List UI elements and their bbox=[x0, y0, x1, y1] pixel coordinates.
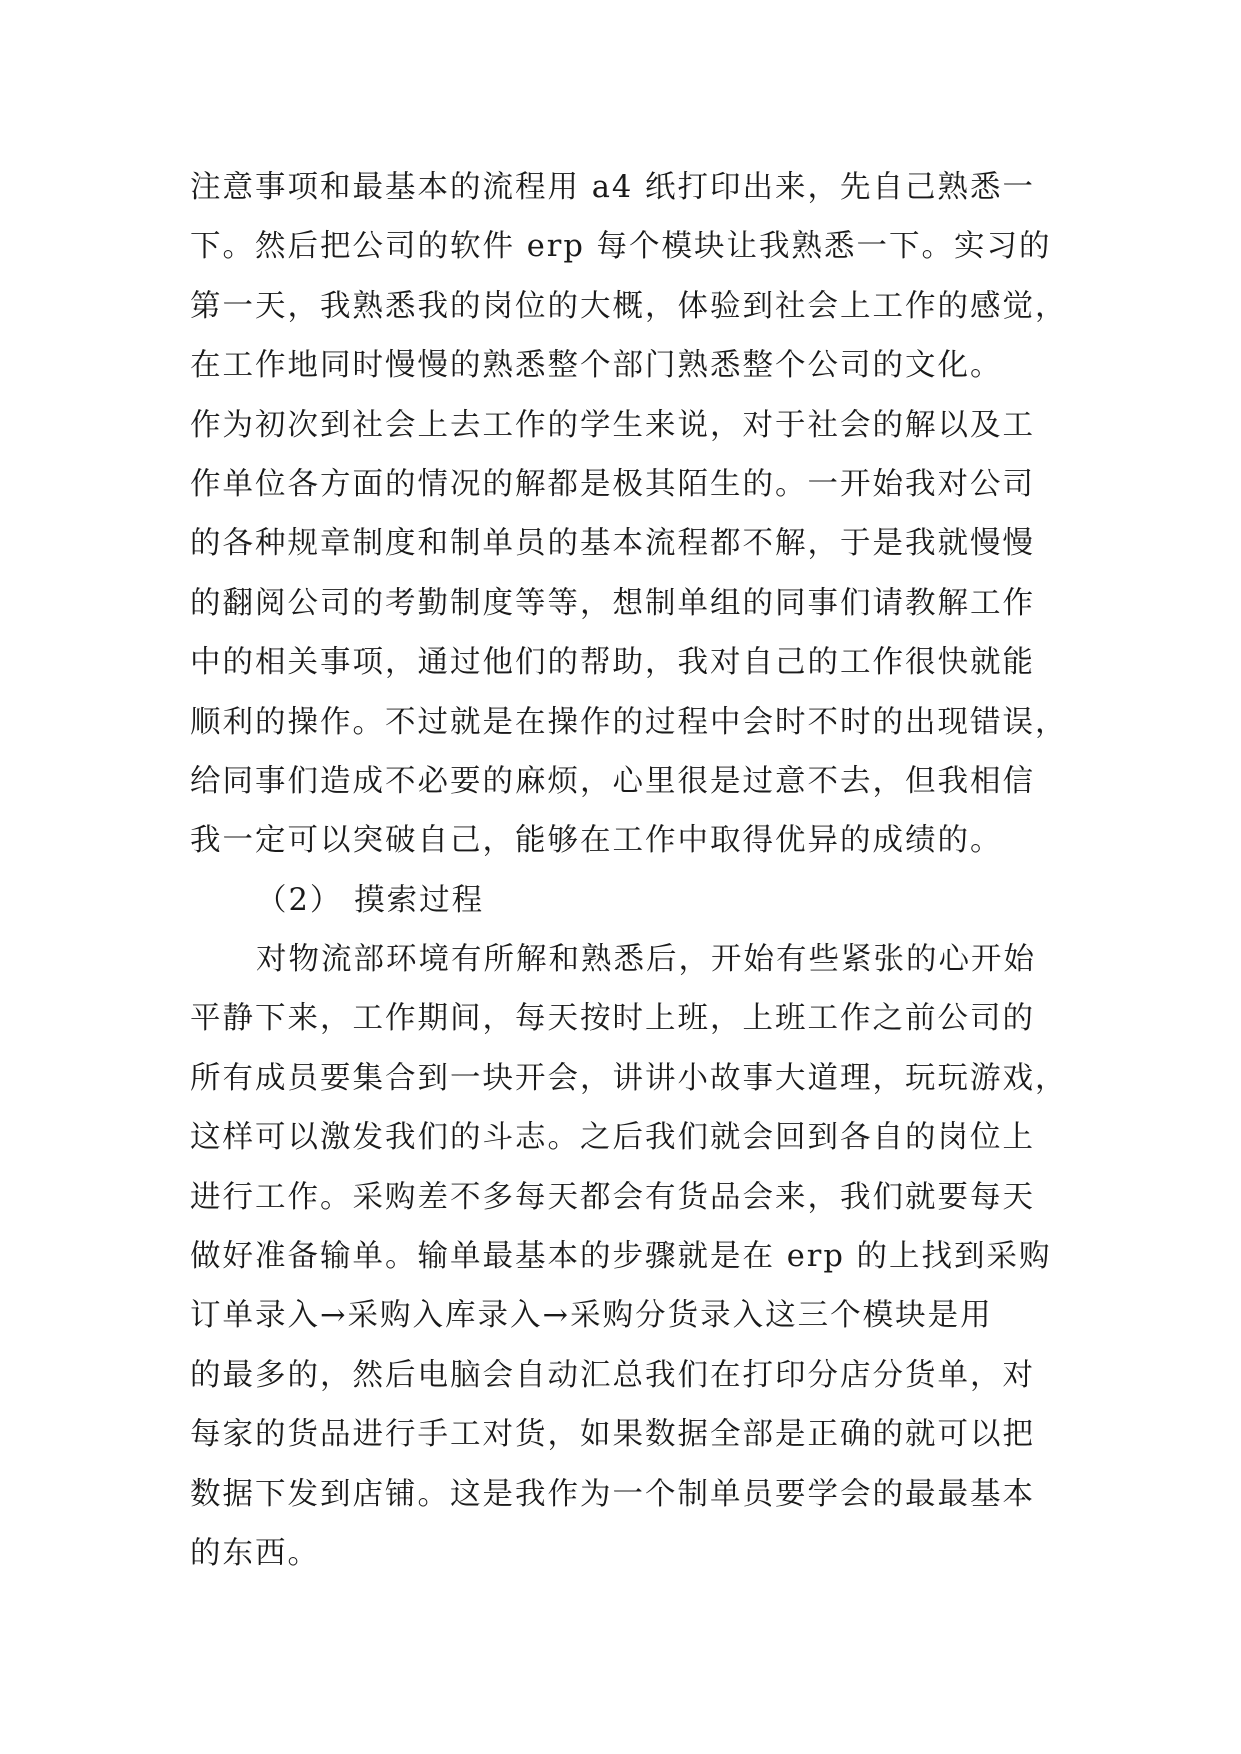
text-line: 的最多的，然后电脑会自动汇总我们在打印分店分货单，对 bbox=[190, 1357, 1035, 1393]
text-line: 中的相关事项，通过他们的帮助，我对自己的工作很快就能 bbox=[190, 645, 1035, 681]
text-line: 我一定可以突破自己，能够在工作中取得优异的成绩的。 bbox=[190, 823, 1003, 859]
text-line: 这样可以激发我们的斗志。之后我们就会回到各自的岗位上 bbox=[190, 1120, 1035, 1156]
text-line: 做好准备输单。输单最基本的步骤就是在 erp 的上找到采购 bbox=[190, 1239, 1052, 1275]
text-line: 数据下发到店铺。这是我作为一个制单员要学会的最最基本 bbox=[190, 1476, 1035, 1512]
text-line: 在工作地同时慢慢的熟悉整个部门熟悉整个公司的文化。 bbox=[190, 348, 1003, 384]
text-line: 顺利的操作。不过就是在操作的过程中会时不时的出现错误， bbox=[190, 704, 1068, 740]
text-line: 注意事项和最基本的流程用 a4 纸打印出来，先自己熟悉一 bbox=[190, 170, 1035, 205]
text-line: 的翻阅公司的考勤制度等等，想制单组的同事们请教解工作 bbox=[190, 585, 1035, 621]
text-line: 第一天，我熟悉我的岗位的大概，体验到社会上工作的感觉， bbox=[190, 288, 1068, 324]
text-line: 作为初次到社会上去工作的学生来说，对于社会的解以及工 bbox=[190, 407, 1035, 443]
text-line: 作单位各方面的情况的解都是极其陌生的。一开始我对公司 bbox=[190, 466, 1035, 502]
text-line: 订单录入→采购入库录入→采购分货录入这三个模块是用 bbox=[190, 1298, 993, 1334]
text-line: 下。然后把公司的软件 erp 每个模块让我熟悉一下。实习的 bbox=[190, 229, 1052, 265]
text-line: 给同事们造成不必要的麻烦，心里很是过意不去，但我相信 bbox=[190, 763, 1035, 799]
text-line: 平静下来，工作期间，每天按时上班，上班工作之前公司的 bbox=[190, 1001, 1035, 1037]
text-line: 所有成员要集合到一块开会，讲讲小故事大道理，玩玩游戏， bbox=[190, 1060, 1068, 1096]
text-line: 对物流部环境有所解和熟悉后，开始有些紧张的心开始 bbox=[256, 942, 1036, 978]
section-heading: （2） 摸索过程 bbox=[256, 882, 485, 918]
text-line: 的东西。 bbox=[190, 1535, 320, 1571]
text-line: 每家的货品进行手工对货，如果数据全部是正确的就可以把 bbox=[190, 1417, 1035, 1453]
text-line: 的各种规章制度和制单员的基本流程都不解，于是我就慢慢 bbox=[190, 526, 1035, 562]
text-line: 进行工作。采购差不多每天都会有货品会来，我们就要每天 bbox=[190, 1179, 1035, 1215]
body-text bbox=[190, 158, 1070, 1583]
